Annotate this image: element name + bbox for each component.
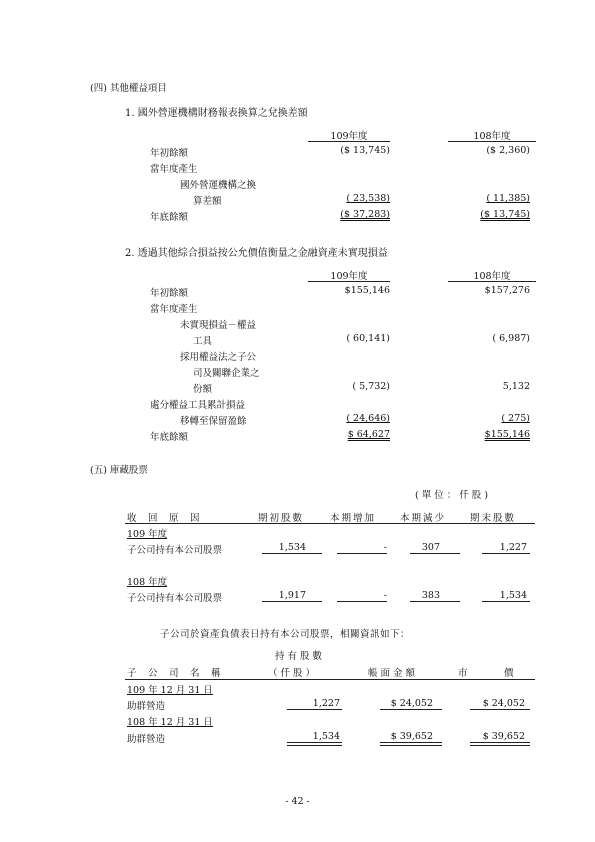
table2-market-value: $ 24,052 <box>482 698 525 709</box>
table1-opening: 1,917 <box>278 590 306 601</box>
value-underline <box>287 742 342 743</box>
table2-header-shares-top: 持 有 股 數 <box>275 651 323 662</box>
table2-header-shares: （ 仟 股 ） <box>268 668 316 679</box>
value-underline <box>482 601 530 602</box>
row-label: 當年度產生 <box>150 164 198 175</box>
section-heading-treasury-stock: (五) 庫藏股票 <box>90 465 148 476</box>
holdings-note: 子公司於資產負債表日持有本公司股票，相關資訊如下： <box>160 629 411 640</box>
table2-market-value: $ 39,652 <box>482 731 525 742</box>
row-value-2020: $155,146 <box>344 285 390 296</box>
unit-note: ( 單 位 ： 仟 股 ) <box>415 490 489 501</box>
row-label: 採用權益法之子公 <box>180 352 257 363</box>
table2-company-name: 助群營造 <box>127 734 166 745</box>
value-underline <box>410 553 460 554</box>
value-underline <box>262 601 322 602</box>
row-value-2019: ( 6,987) <box>492 333 530 344</box>
header-rule <box>308 281 390 282</box>
row-label: 份額 <box>193 384 213 395</box>
row-value-2020: ( 5,732) <box>352 381 390 392</box>
table1-year: 108 年度 <box>127 577 168 588</box>
table1-increase: - <box>383 590 387 601</box>
table1-increase: - <box>383 542 387 553</box>
value-underline <box>262 553 322 554</box>
table1-decrease: 383 <box>421 590 440 601</box>
row-value-2019: ( 11,385) <box>486 193 530 204</box>
table1-header-reason: 收 回 原 因 <box>127 513 201 524</box>
table1-header-decrease: 本期減少 <box>400 513 447 524</box>
row-value-2019: $157,276 <box>484 285 530 296</box>
row-value-2020: ($ 13,745) <box>340 145 390 156</box>
section-heading-other-equity: (四) 其他權益項目 <box>90 83 167 94</box>
row-value-2020: ( 24,646) <box>346 413 390 424</box>
value-underline <box>380 709 442 710</box>
table2-header-name: 子 公 司 名 稱 <box>127 668 222 679</box>
value-underline <box>337 601 387 602</box>
table1-year: 109 年度 <box>127 529 168 540</box>
row-label: 年初餘額 <box>150 288 189 299</box>
row-label: 移轉至保留盈餘 <box>180 416 247 427</box>
table1-row-label: 子公司持有本公司股票 <box>127 545 223 556</box>
value-underline <box>482 553 530 554</box>
value-underline <box>410 601 460 602</box>
row-value-2020: $ 64,627 <box>347 429 390 440</box>
row-value-2019: 5,132 <box>502 381 530 392</box>
row-value-2020: ($ 37,283) <box>340 209 390 220</box>
row-label: 當年度產生 <box>150 304 198 315</box>
value-underline <box>470 745 530 746</box>
column-header-2020: 109年度 <box>330 271 368 282</box>
header-rule <box>448 281 536 282</box>
subsection-title-translation: 1. 國外營運機構財務報表換算之兌換差額 <box>125 108 308 119</box>
row-label: 年初餘額 <box>150 148 189 159</box>
row-label: 算差額 <box>193 196 222 207</box>
column-header-2019: 108年度 <box>473 271 511 282</box>
subsection-title-fvoci: 2. 透過其他綜合損益按公允價值衡量之金融資產未實現損益 <box>125 248 388 259</box>
page-number: - 42 - <box>285 796 310 807</box>
row-value-2020: ( 23,538) <box>346 193 390 204</box>
row-label: 年底餘額 <box>150 432 189 443</box>
column-header-2020: 109年度 <box>330 131 368 142</box>
table2-header-book: 帳 面 金 額 <box>368 668 416 679</box>
table2-date: 109 年 12 月 31 日 <box>127 685 213 696</box>
table1-closing: 1,227 <box>499 542 527 553</box>
value-underline <box>470 742 530 743</box>
value-underline <box>287 745 342 746</box>
row-label: 司及關聯企業之 <box>193 368 260 379</box>
table2-shares: 1,227 <box>312 698 340 709</box>
row-label: 工具 <box>193 336 213 347</box>
value-underline <box>380 745 442 746</box>
table1-header-opening: 期初股數 <box>258 513 305 524</box>
table2-shares: 1,534 <box>312 731 340 742</box>
row-value-2019: $155,146 <box>484 429 530 440</box>
row-value-2019: ($ 2,360) <box>486 145 530 156</box>
row-label: 未實現損益－權益 <box>180 320 257 331</box>
header-rule <box>448 141 536 142</box>
value-underline <box>337 553 387 554</box>
table1-opening: 1,534 <box>278 542 306 553</box>
row-label: 年底餘額 <box>150 212 189 223</box>
row-value-2019: ($ 13,745) <box>480 209 530 220</box>
table2-company-name: 助群營造 <box>127 701 166 712</box>
table1-closing: 1,534 <box>499 590 527 601</box>
value-underline <box>380 742 442 743</box>
table2-header-market: 市 價 <box>458 668 516 679</box>
table2-book-value: $ 39,652 <box>390 731 433 742</box>
table1-row-label: 子公司持有本公司股票 <box>127 593 223 604</box>
table1-header-rule <box>125 523 535 524</box>
table1-decrease: 307 <box>421 542 440 553</box>
row-label: 處分權益工具累計損益 <box>150 400 246 411</box>
column-header-2019: 108年度 <box>473 131 511 142</box>
table2-date: 108 年 12 月 31 日 <box>127 717 213 728</box>
table2-book-value: $ 24,052 <box>390 698 433 709</box>
table2-header-rule <box>125 679 535 680</box>
value-underline <box>287 709 342 710</box>
row-label: 國外營運機構之換 <box>180 180 257 191</box>
table1-header-closing: 期末股數 <box>470 513 517 524</box>
value-underline <box>470 709 530 710</box>
row-value-2019: ( 275) <box>501 413 530 424</box>
header-rule <box>308 141 390 142</box>
row-value-2020: ( 60,141) <box>346 333 390 344</box>
table1-header-increase: 本期增加 <box>330 513 377 524</box>
